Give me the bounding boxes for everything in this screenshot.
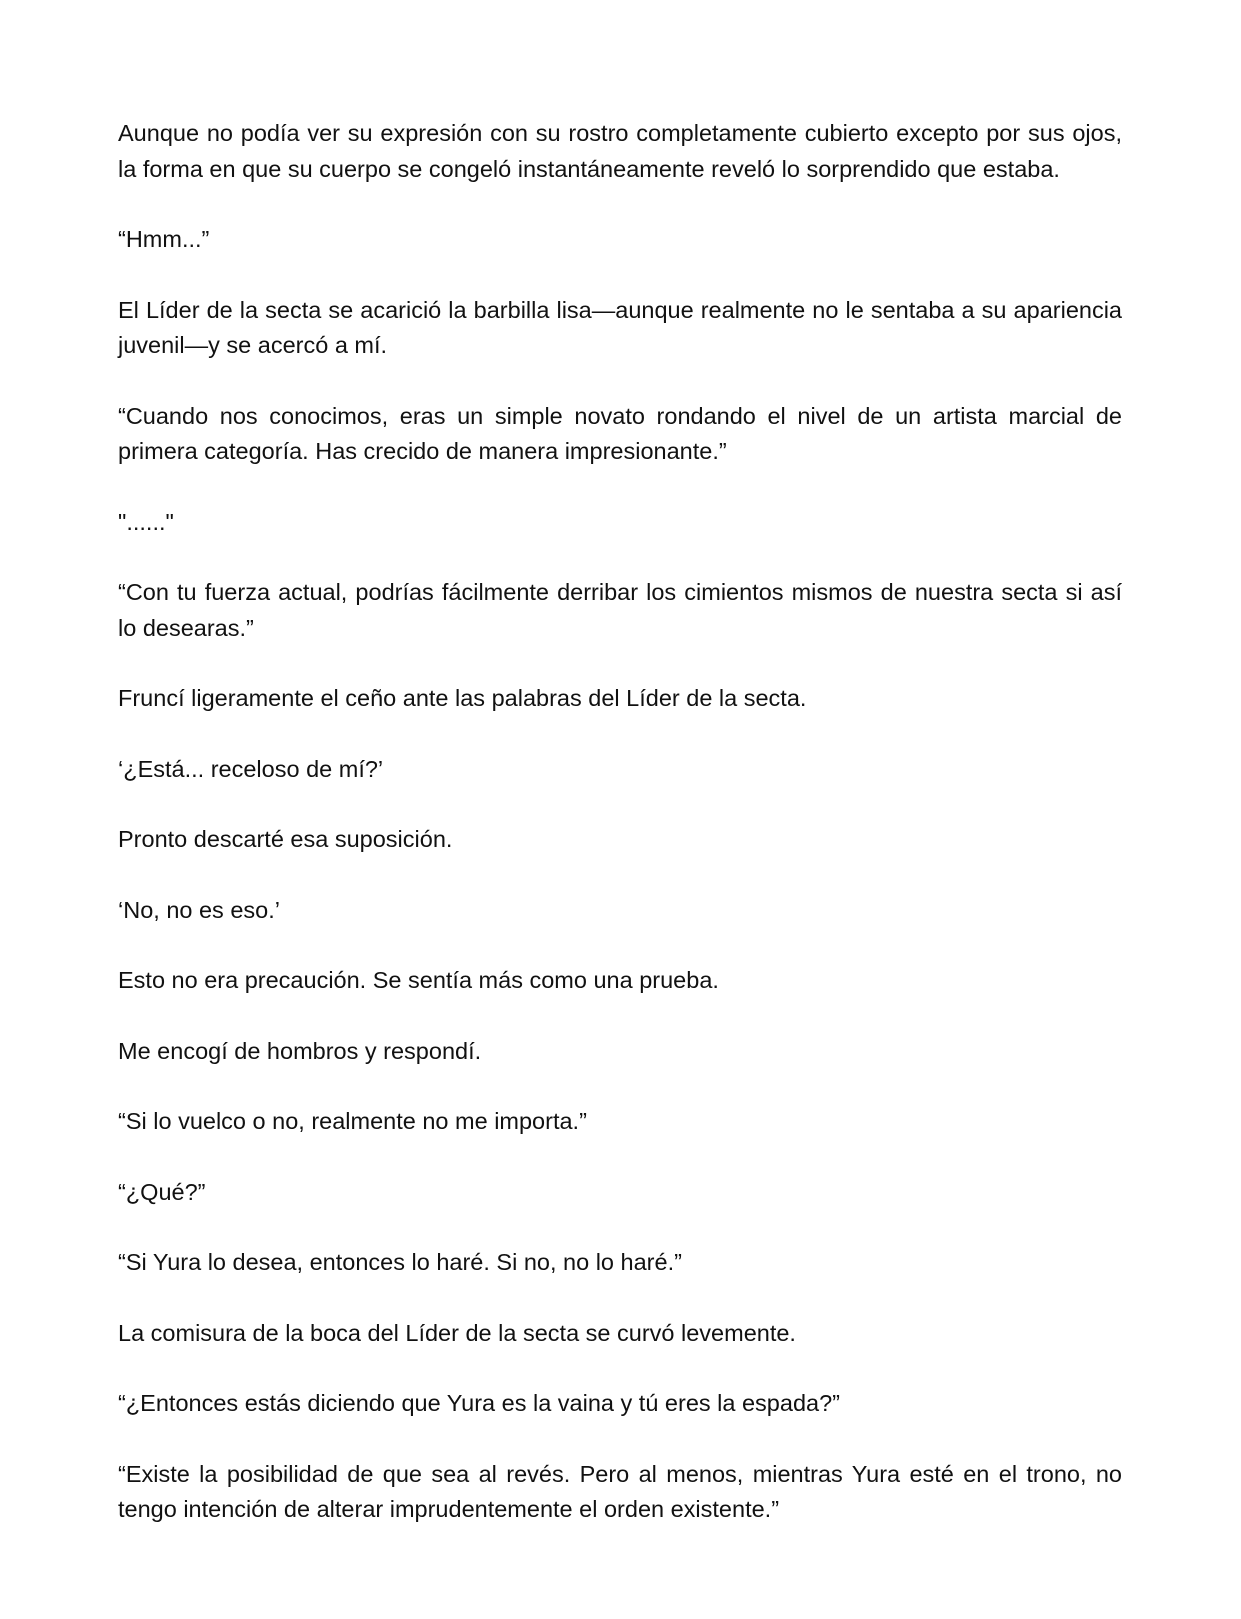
paragraph-15: “Si Yura lo desea, entonces lo haré. Si no, no lo haré.” <box>118 1249 682 1275</box>
paragraph-4: “Cuando nos conocimos, eras un simple novato rondando el nivel de un artista marcial de primera categoría. Has crecido de manera impresionante.” <box>118 402 1122 464</box>
paragraph-12: Me encogí de hombros y respondí. <box>118 1037 482 1064</box>
paragraph-14: “¿Qué?” <box>118 1178 206 1205</box>
document-page <box>118 116 1122 1528</box>
paragraph-11: Esto no era precaución. Se sentía más como una prueba. <box>118 967 719 993</box>
paragraph-17: “¿Entonces estás diciendo que Yura es la vaina y tú eres la espada?” <box>118 1390 840 1416</box>
paragraph-7: Fruncí ligeramente el ceño ante las palabras del Líder de la secta. <box>118 685 807 711</box>
paragraph-5: "......" <box>118 508 174 535</box>
paragraph-3: El Líder de la secta se acarició la barbilla lisa—aunque realmente no le sentaba a su apariencia juvenil—y se acercó a mí. <box>118 296 1122 358</box>
paragraph-1: Aunque no podía ver su expresión con su rostro completamente cubierto excepto por sus ojos, la forma en que su cuerpo se congeló instantáneamente reveló lo sorprendido que estaba. <box>118 120 1122 182</box>
paragraph-2: “Hmm...” <box>118 226 210 252</box>
paragraph-10: ‘No, no es eso.’ <box>118 896 280 923</box>
paragraph-13: “Si lo vuelco o no, realmente no me importa.” <box>118 1108 587 1134</box>
paragraph-16: La comisura de la boca del Líder de la secta se curvó levemente. <box>118 1319 796 1346</box>
paragraph-6: “Con tu fuerza actual, podrías fácilmente derribar los cimientos mismos de nuestra secta si así lo desearas.” <box>118 579 1122 641</box>
paragraph-8: ‘¿Está... receloso de mí?’ <box>118 755 384 782</box>
paragraph-9: Pronto descarté esa suposición. <box>118 826 453 852</box>
paragraph-18: “Existe la posibilidad de que sea al revés. Pero al menos, mientras Yura esté en el trono, no tengo intención de alterar imprudentemente el orden existente.” <box>118 1460 1122 1522</box>
